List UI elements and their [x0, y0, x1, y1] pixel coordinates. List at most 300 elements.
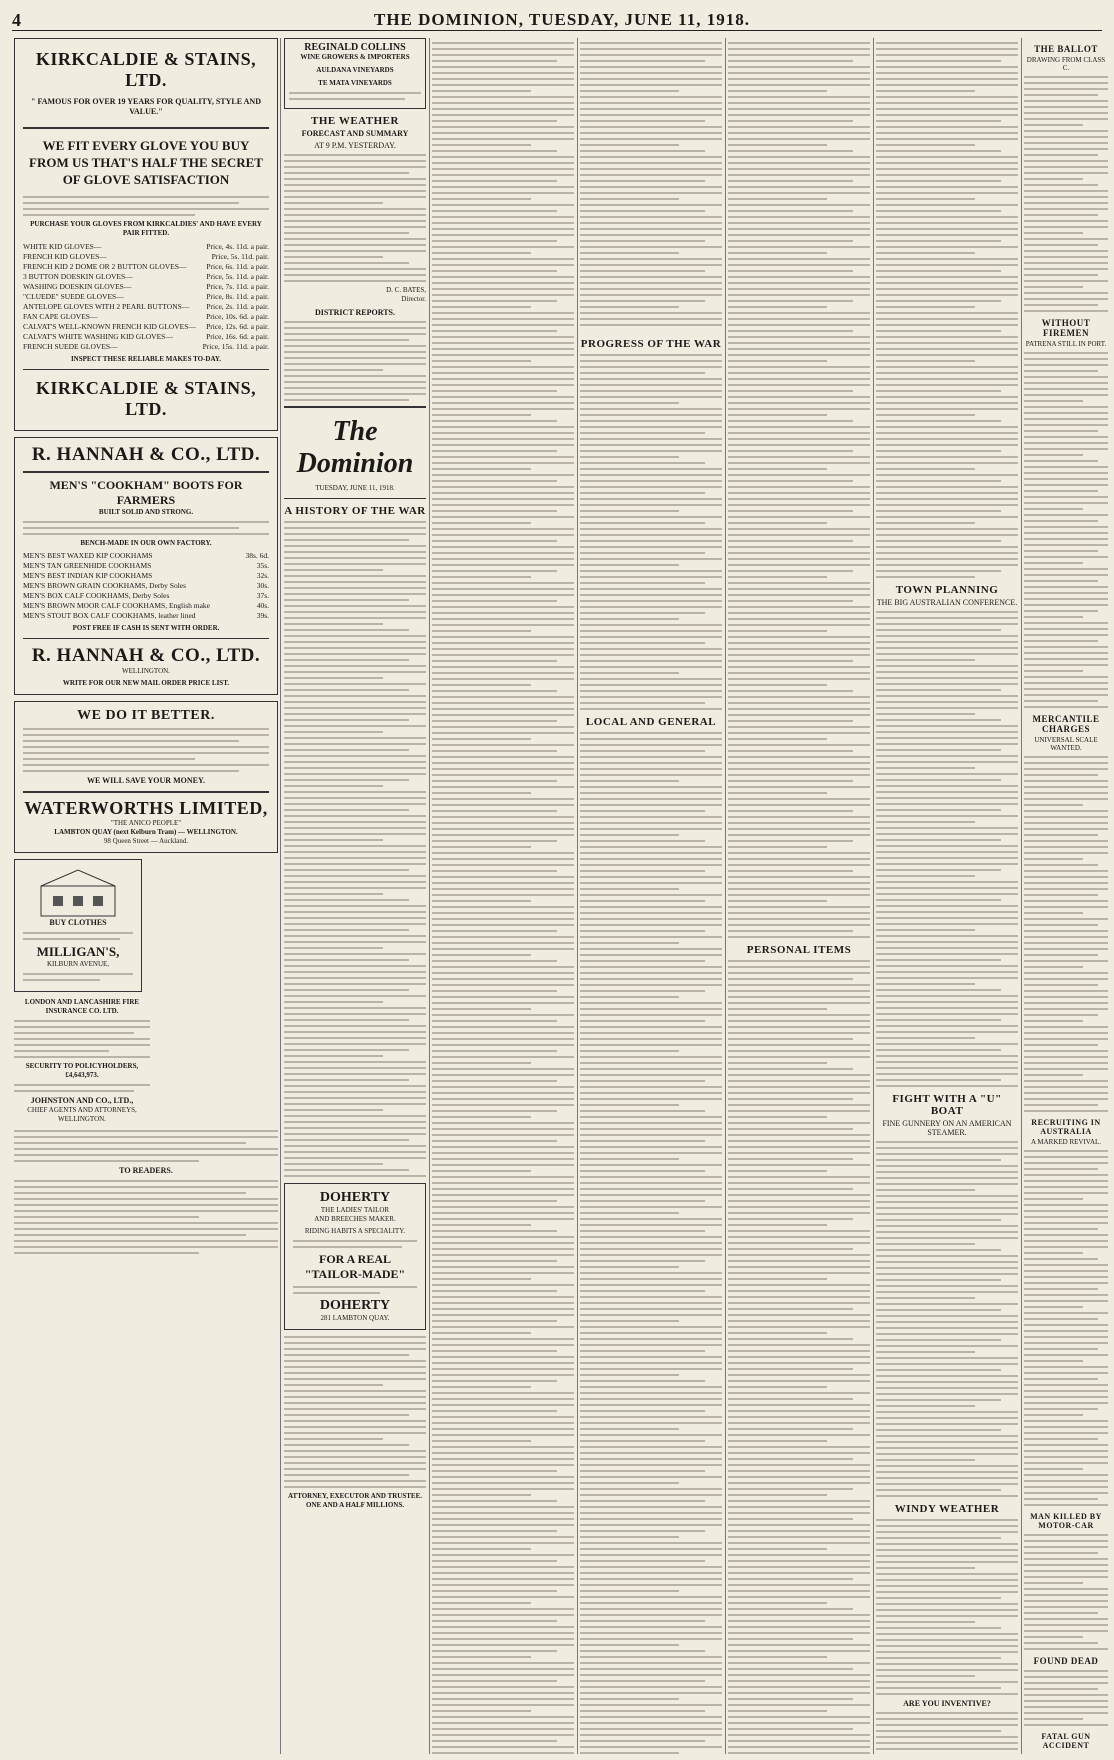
text-line	[432, 1110, 557, 1112]
text-line	[284, 226, 426, 228]
masthead	[12, 10, 1102, 31]
text-line	[432, 108, 574, 110]
text-line	[728, 1158, 853, 1160]
text-line	[580, 696, 722, 698]
text-line	[728, 1620, 870, 1622]
text-line	[580, 66, 722, 68]
text-line	[1024, 508, 1083, 510]
text-line	[1024, 1026, 1108, 1028]
text-line	[580, 936, 722, 938]
text-line	[284, 665, 426, 667]
text-line	[1024, 556, 1108, 558]
text-line	[1024, 304, 1098, 306]
text-line	[876, 198, 975, 200]
text-line	[1024, 996, 1108, 998]
text-line	[580, 318, 722, 320]
text-line	[432, 570, 557, 572]
text-line	[580, 1254, 722, 1256]
text-line	[876, 384, 1018, 386]
text-line	[580, 822, 722, 824]
text-line	[580, 1560, 705, 1562]
text-line	[432, 666, 574, 668]
text-line	[876, 468, 975, 470]
text-line	[580, 1398, 722, 1400]
text-line	[284, 797, 426, 799]
text-line	[580, 150, 705, 152]
text-line	[728, 1134, 870, 1136]
glove-price: Price, 6s. 11d. a pair.	[206, 261, 269, 271]
text-line	[876, 558, 1018, 560]
text-line	[432, 900, 531, 902]
text-line	[876, 851, 1018, 853]
text-line	[1024, 1612, 1098, 1614]
kilburn: KILBURN AVENUE,	[46, 959, 110, 968]
text-line	[1024, 1456, 1108, 1458]
text-line	[876, 126, 1018, 128]
text-line	[728, 1110, 870, 1112]
text-line	[876, 144, 975, 146]
text-line	[432, 66, 574, 68]
glove-item: WASHING DOESKIN GLOVES—	[23, 281, 132, 291]
text-line	[728, 972, 870, 974]
text-line	[580, 1308, 722, 1310]
text-line	[580, 174, 722, 176]
text-line	[432, 1068, 574, 1070]
text-line	[876, 1147, 1018, 1149]
text-line	[580, 222, 722, 224]
text-line	[284, 160, 426, 162]
text-line	[1024, 858, 1083, 860]
text-line	[1024, 1062, 1108, 1064]
text-line	[876, 1279, 1001, 1281]
text-line	[432, 600, 557, 602]
text-line	[728, 1026, 870, 1028]
text-line	[284, 184, 426, 186]
text-line	[728, 396, 870, 398]
text-line	[876, 1249, 1001, 1251]
text-line	[876, 42, 1018, 44]
text-line	[580, 762, 722, 764]
text-line	[876, 749, 1001, 751]
text-line	[876, 1657, 1001, 1659]
text-line	[876, 773, 1018, 775]
text-line	[580, 1476, 722, 1478]
text-line	[284, 1091, 426, 1093]
kirkcaldie-footer: KIRKCALDIE & STAINS, LTD.	[35, 378, 257, 419]
text-line	[728, 648, 870, 650]
hannah-title-2: R. HANNAH & CO., LTD.	[31, 645, 261, 666]
boot-row	[23, 571, 269, 581]
text-line	[876, 1537, 1001, 1539]
text-line	[432, 468, 531, 470]
text-line	[432, 1428, 574, 1430]
text-line	[728, 1536, 870, 1538]
text-line	[1024, 1324, 1108, 1326]
text-line	[728, 810, 853, 812]
text-line	[432, 1572, 574, 1574]
text-line	[580, 1290, 705, 1292]
text-line	[728, 360, 827, 362]
text-line	[1024, 406, 1108, 408]
text-line	[580, 1194, 722, 1196]
text-line	[432, 1320, 557, 1322]
text-line	[728, 522, 827, 524]
text-line	[284, 1480, 426, 1482]
text-line	[728, 1350, 870, 1352]
for-a-real: FOR A REAL	[318, 1252, 391, 1266]
forecast-text	[284, 154, 426, 282]
text-line	[728, 774, 870, 776]
text-line	[876, 108, 1018, 110]
text-line	[1024, 1468, 1083, 1470]
text-line	[1024, 268, 1108, 270]
text-line	[580, 552, 705, 554]
text-line	[728, 1446, 870, 1448]
text-line	[876, 1591, 1018, 1593]
text-line	[580, 1116, 722, 1118]
text-line	[580, 1278, 722, 1280]
text-line	[876, 1399, 1001, 1401]
text-line	[284, 575, 426, 577]
text-line	[728, 1392, 870, 1394]
text-line	[876, 821, 975, 823]
text-line	[876, 911, 1018, 913]
text-line	[432, 696, 574, 698]
text-line	[1024, 454, 1083, 456]
text-line	[728, 606, 870, 608]
text-line	[432, 1398, 574, 1400]
text-line	[432, 378, 574, 380]
text-line	[432, 138, 574, 140]
text-line	[284, 375, 426, 377]
text-line	[876, 671, 1018, 673]
text-line	[728, 1608, 853, 1610]
glove-row	[23, 312, 269, 322]
kirkcaldie-title: KIRKCALDIE & STAINS, LTD.	[35, 49, 257, 90]
text-line	[580, 360, 722, 362]
text-line	[876, 827, 1018, 829]
column-3	[432, 38, 574, 1754]
text-line	[728, 336, 870, 338]
text-line	[728, 1176, 870, 1178]
text-line	[1024, 1480, 1108, 1482]
text-line	[728, 1062, 827, 1064]
text-line	[432, 114, 574, 116]
text-line	[432, 1416, 574, 1418]
text-line	[580, 1752, 679, 1754]
text-line	[876, 1031, 1018, 1033]
text-line	[876, 1651, 1018, 1653]
text-line	[728, 636, 870, 638]
text-line	[284, 250, 426, 252]
text-line	[876, 845, 1018, 847]
text-line	[1024, 1706, 1108, 1708]
text-line	[876, 1573, 1018, 1575]
text-line	[876, 635, 1018, 637]
text-line	[580, 1134, 722, 1136]
text-line	[728, 342, 870, 344]
text-line	[876, 779, 1001, 781]
text-line	[876, 1255, 1018, 1257]
text-line	[728, 1218, 853, 1220]
text-line	[580, 120, 705, 122]
text-line	[432, 1506, 574, 1508]
text-line	[432, 342, 574, 344]
text-line	[1024, 574, 1108, 576]
boot-row	[23, 551, 269, 561]
text-line	[580, 456, 679, 458]
text-line	[432, 1176, 574, 1178]
text-line	[432, 1002, 574, 1004]
text-line	[876, 576, 975, 578]
text-line	[1024, 520, 1098, 522]
text-line	[284, 911, 426, 913]
text-line	[432, 810, 557, 812]
text-line	[432, 72, 574, 74]
glove-item: FRENCH KID GLOVES—	[23, 251, 107, 261]
text-line	[728, 846, 827, 848]
text-line	[284, 190, 426, 192]
text-line	[432, 936, 574, 938]
text-line	[876, 450, 1001, 452]
text-line	[728, 984, 870, 986]
text-line	[580, 432, 705, 434]
boot-price: 39s.	[256, 610, 269, 620]
text-line	[1024, 628, 1108, 630]
text-line	[432, 552, 574, 554]
text-line	[284, 785, 383, 787]
text-line	[876, 324, 1018, 326]
glove-item: CALVAT'S WELL-KNOWN FRENCH KID GLOVES—	[23, 321, 196, 331]
text-line	[580, 1716, 722, 1718]
text-line	[728, 750, 853, 752]
text-line	[876, 761, 1018, 763]
text-line	[1024, 1056, 1108, 1058]
text-line	[876, 132, 1018, 134]
text-line	[1024, 864, 1098, 866]
text-line	[876, 1567, 975, 1569]
text-line	[580, 576, 722, 578]
text-line	[580, 192, 722, 194]
text-line	[580, 528, 722, 530]
text-line	[1024, 1168, 1098, 1170]
text-line	[728, 1326, 870, 1328]
text-line	[876, 1477, 1018, 1479]
text-line	[876, 414, 975, 416]
text-line	[876, 1177, 1018, 1179]
text-line	[580, 708, 722, 710]
text-line	[876, 570, 1001, 572]
text-line	[728, 1086, 870, 1088]
text-line	[728, 1746, 870, 1748]
text-line	[728, 1146, 870, 1148]
text-line	[432, 1500, 557, 1502]
insurance-text	[284, 1336, 426, 1488]
text-line	[728, 1554, 870, 1556]
text-line	[728, 480, 853, 482]
text-line	[284, 965, 426, 967]
text-line	[1024, 154, 1098, 156]
hannah-city: WELLINGTON.	[122, 667, 170, 675]
text-line	[580, 1332, 722, 1334]
text-line	[432, 1206, 574, 1208]
text-line	[876, 1007, 1018, 1009]
boot-item: MEN'S BROWN MOOR CALF COOKHAMS, English make	[23, 600, 210, 610]
text-line	[728, 468, 827, 470]
text-line	[580, 378, 722, 380]
text-line	[876, 534, 1018, 536]
text-line	[432, 624, 574, 626]
text-line	[1024, 1570, 1108, 1572]
text-line	[728, 498, 870, 500]
text-line	[284, 280, 426, 282]
text-line	[728, 534, 870, 536]
text-line	[876, 1489, 1001, 1491]
security: SECURITY TO POLICYHOLDERS, £4,643,973.	[25, 1061, 139, 1079]
glove-item: ANTELOPE GLOVES WITH 2 PEARL BUTTONS—	[23, 301, 190, 311]
text-line	[580, 54, 722, 56]
text-line	[728, 1374, 870, 1376]
text-line	[1024, 954, 1098, 956]
text-line	[728, 294, 870, 296]
col6-top-text	[876, 42, 1018, 578]
text-line	[1024, 1246, 1108, 1248]
text-line	[284, 339, 409, 341]
text-line	[284, 1151, 426, 1153]
text-line	[1024, 502, 1108, 504]
text-line	[728, 1206, 870, 1208]
text-line	[580, 1158, 679, 1160]
text-line	[728, 1482, 870, 1484]
glove-item: "CLUEDE" SUEDE GLOVES—	[23, 291, 124, 301]
text-line	[432, 540, 557, 542]
buy-clothes: BUY CLOTHES	[49, 917, 107, 927]
text-line	[580, 1500, 705, 1502]
text-line	[580, 1440, 705, 1442]
text-line	[284, 827, 426, 829]
text-line	[1024, 1282, 1108, 1284]
text-line	[432, 1488, 574, 1490]
text-line	[432, 294, 574, 296]
text-line	[728, 558, 870, 560]
text-line	[728, 366, 870, 368]
text-line	[728, 708, 870, 710]
text-line	[580, 1044, 722, 1046]
text-line	[284, 533, 426, 535]
text-line	[284, 701, 426, 703]
text-line	[284, 1103, 426, 1105]
text-line	[876, 1693, 1018, 1695]
text-line	[1024, 298, 1108, 300]
text-line	[432, 276, 574, 278]
text-line	[728, 1242, 870, 1244]
column-4	[580, 38, 722, 1754]
text-line	[432, 1104, 574, 1106]
text-line	[1024, 774, 1098, 776]
text-line	[284, 1025, 426, 1027]
text-line	[580, 408, 722, 410]
text-line	[580, 1050, 679, 1052]
text-line	[432, 120, 557, 122]
text-line	[432, 1242, 574, 1244]
inventive-text	[876, 1712, 1018, 1754]
text-line	[1024, 930, 1108, 932]
text-line	[432, 450, 557, 452]
text-line	[728, 894, 870, 896]
text-line	[284, 327, 426, 329]
fight-sub: FINE GUNNERY ON AN AMERICAN STEAMER.	[882, 1119, 1012, 1137]
text-line	[432, 144, 531, 146]
text-line	[580, 624, 722, 626]
text-line	[580, 1092, 722, 1094]
text-line	[580, 1728, 722, 1730]
text-line	[432, 372, 574, 374]
text-line	[728, 174, 870, 176]
text-line	[432, 1338, 574, 1340]
text-line	[580, 1530, 705, 1532]
text-line	[580, 870, 705, 872]
text-line	[728, 1080, 870, 1082]
text-line	[284, 653, 426, 655]
text-line	[284, 1037, 426, 1039]
text-line	[876, 1321, 1018, 1323]
text-line	[876, 54, 1018, 56]
text-line	[580, 1584, 722, 1586]
boot-price: 32s.	[256, 570, 269, 580]
text-line	[1024, 412, 1108, 414]
text-line	[432, 966, 574, 968]
text-line	[876, 1237, 1018, 1239]
text-line	[728, 240, 853, 242]
text-line	[580, 636, 722, 638]
text-line	[876, 180, 1001, 182]
doherty-advert	[284, 1183, 426, 1330]
text-line	[728, 642, 870, 644]
text-line	[728, 1398, 853, 1400]
glove-price: Price, 5s. 11d. pair.	[211, 251, 269, 261]
text-line	[876, 1207, 1018, 1209]
text-line	[580, 1320, 679, 1322]
text-line	[432, 180, 557, 182]
text-line	[432, 480, 557, 482]
text-line	[284, 1109, 383, 1111]
text-line	[1024, 846, 1108, 848]
text-line	[876, 1303, 1018, 1305]
text-line	[432, 528, 574, 530]
text-line	[580, 1152, 722, 1154]
text-line	[728, 1680, 870, 1682]
text-line	[284, 581, 426, 583]
text-line	[1024, 1014, 1098, 1016]
text-line	[432, 774, 574, 776]
text-line	[432, 1530, 557, 1532]
text-line	[728, 1224, 827, 1226]
save-money: WE WILL SAVE YOUR MONEY.	[86, 776, 206, 785]
text-line	[876, 881, 1018, 883]
text-line	[580, 918, 722, 920]
milligan-name: MILLIGAN'S,	[36, 943, 120, 959]
text-line	[728, 528, 870, 530]
text-line	[1024, 924, 1098, 926]
text-line	[1024, 1270, 1108, 1272]
text-line	[1024, 1630, 1108, 1632]
text-line	[728, 1260, 870, 1262]
text-line	[728, 714, 870, 716]
text-line	[284, 1348, 426, 1350]
text-line	[432, 414, 531, 416]
text-line	[284, 1139, 409, 1141]
text-line	[284, 677, 383, 679]
